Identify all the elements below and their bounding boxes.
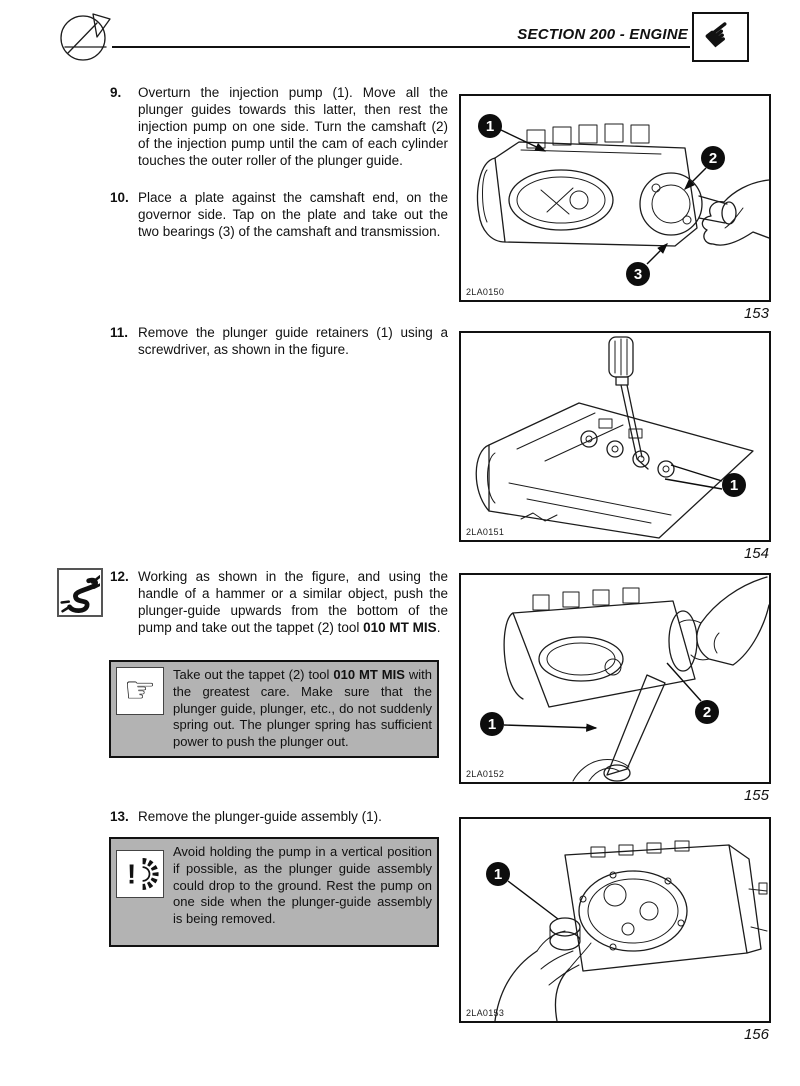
svg-text:1: 1	[487, 716, 497, 733]
figure-number: 155	[743, 787, 769, 804]
step-9	[110, 84, 448, 169]
figure-154	[459, 331, 771, 562]
figure-frame	[459, 331, 771, 542]
step-text: Overturn the injection pump (1). Move all the plunger guides towards this latter, then rest the injection pump on one side. Turn the camshaft (2) of the injection pump until the cam of each cylinder touches the outer roller of the plunger guide.	[138, 85, 448, 168]
svg-text:1: 1	[729, 477, 739, 494]
figure-frame	[459, 573, 771, 784]
step-number: 13.	[110, 809, 129, 824]
figure-number: 154	[743, 545, 769, 562]
step-text: Remove the plunger guide retainers (1) using a screwdriver, as shown in the figure.	[138, 325, 448, 357]
injection-pump-overturn-illustration	[461, 96, 769, 300]
step-text: Working as shown in the figure, and using the handle of a hammer or a similar object, push the plunger-guide upwards from the bottom of the pump and take out the tappet (2) tool 010 MT MIS.	[138, 569, 448, 635]
special-tool-margin-box	[57, 568, 103, 617]
step-13	[110, 808, 448, 825]
step-10	[110, 189, 448, 240]
step-11	[110, 324, 448, 358]
figure-156	[459, 817, 771, 1043]
svg-text:3: 3	[633, 266, 643, 283]
step-number: 12.	[110, 569, 129, 584]
special-tool-icon	[60, 571, 100, 614]
step-12	[110, 568, 448, 636]
step-number: 11.	[110, 325, 129, 340]
svg-text:2: 2	[708, 150, 718, 167]
figure-code: 2LA0151	[466, 527, 505, 537]
pointing-hand-icon: ☞	[123, 670, 157, 711]
note-box-tappet	[109, 660, 439, 758]
figure-number: 156	[743, 1026, 769, 1043]
svg-text:!: !	[127, 858, 137, 890]
figure-code: 2LA0152	[466, 769, 505, 779]
section-title: SECTION 200 - ENGINE	[517, 26, 688, 43]
brand-logo	[53, 9, 115, 72]
plunger-guide-removal-illustration	[461, 819, 769, 1021]
figure-code: 2LA0153	[466, 1008, 505, 1018]
note-text: Take out the tappet (2) tool 010 MT MIS with the greatest care. Make sure that the plunger guide, plunger, etc., do not suddenly spring out. The plunger spring has sufficient power to push the plunger out.	[173, 667, 433, 750]
brand-logo-icon	[53, 9, 115, 67]
figure-frame	[459, 94, 771, 302]
pointing-hand-ne-icon: ☛	[696, 10, 744, 60]
figure-155	[459, 573, 771, 804]
figure-code: 2LA0150	[466, 287, 505, 297]
chapter-hand-box	[692, 12, 749, 62]
note-text: Avoid holding the pump in a vertical position if possible, as the plunger guide assembly could drop to the ground. Rest the pump on one side when the plunger-guide assembly is being removed.	[173, 844, 432, 927]
svg-text:1: 1	[493, 866, 503, 883]
step-text: Place a plate against the camshaft end, on the governor side. Tap on the plate and take out the two bearings (3) of the camshaft and transmission.	[138, 190, 448, 239]
figure-number: 153	[743, 305, 769, 322]
caution-gear-icon	[120, 855, 160, 893]
svg-text:1: 1	[485, 118, 495, 135]
tappet-hammer-handle-illustration	[461, 575, 769, 782]
step-number: 10.	[110, 190, 129, 205]
note-icon-box	[116, 667, 164, 715]
header-rule	[112, 46, 690, 48]
note-box-vertical-position	[109, 837, 439, 947]
note-icon-box	[116, 850, 164, 898]
plunger-retainer-screwdriver-illustration	[461, 333, 769, 540]
step-text: Remove the plunger-guide assembly (1).	[138, 809, 382, 824]
svg-text:2: 2	[702, 704, 712, 721]
step-number: 9.	[110, 85, 122, 100]
figure-frame	[459, 817, 771, 1023]
figure-153	[459, 94, 771, 322]
